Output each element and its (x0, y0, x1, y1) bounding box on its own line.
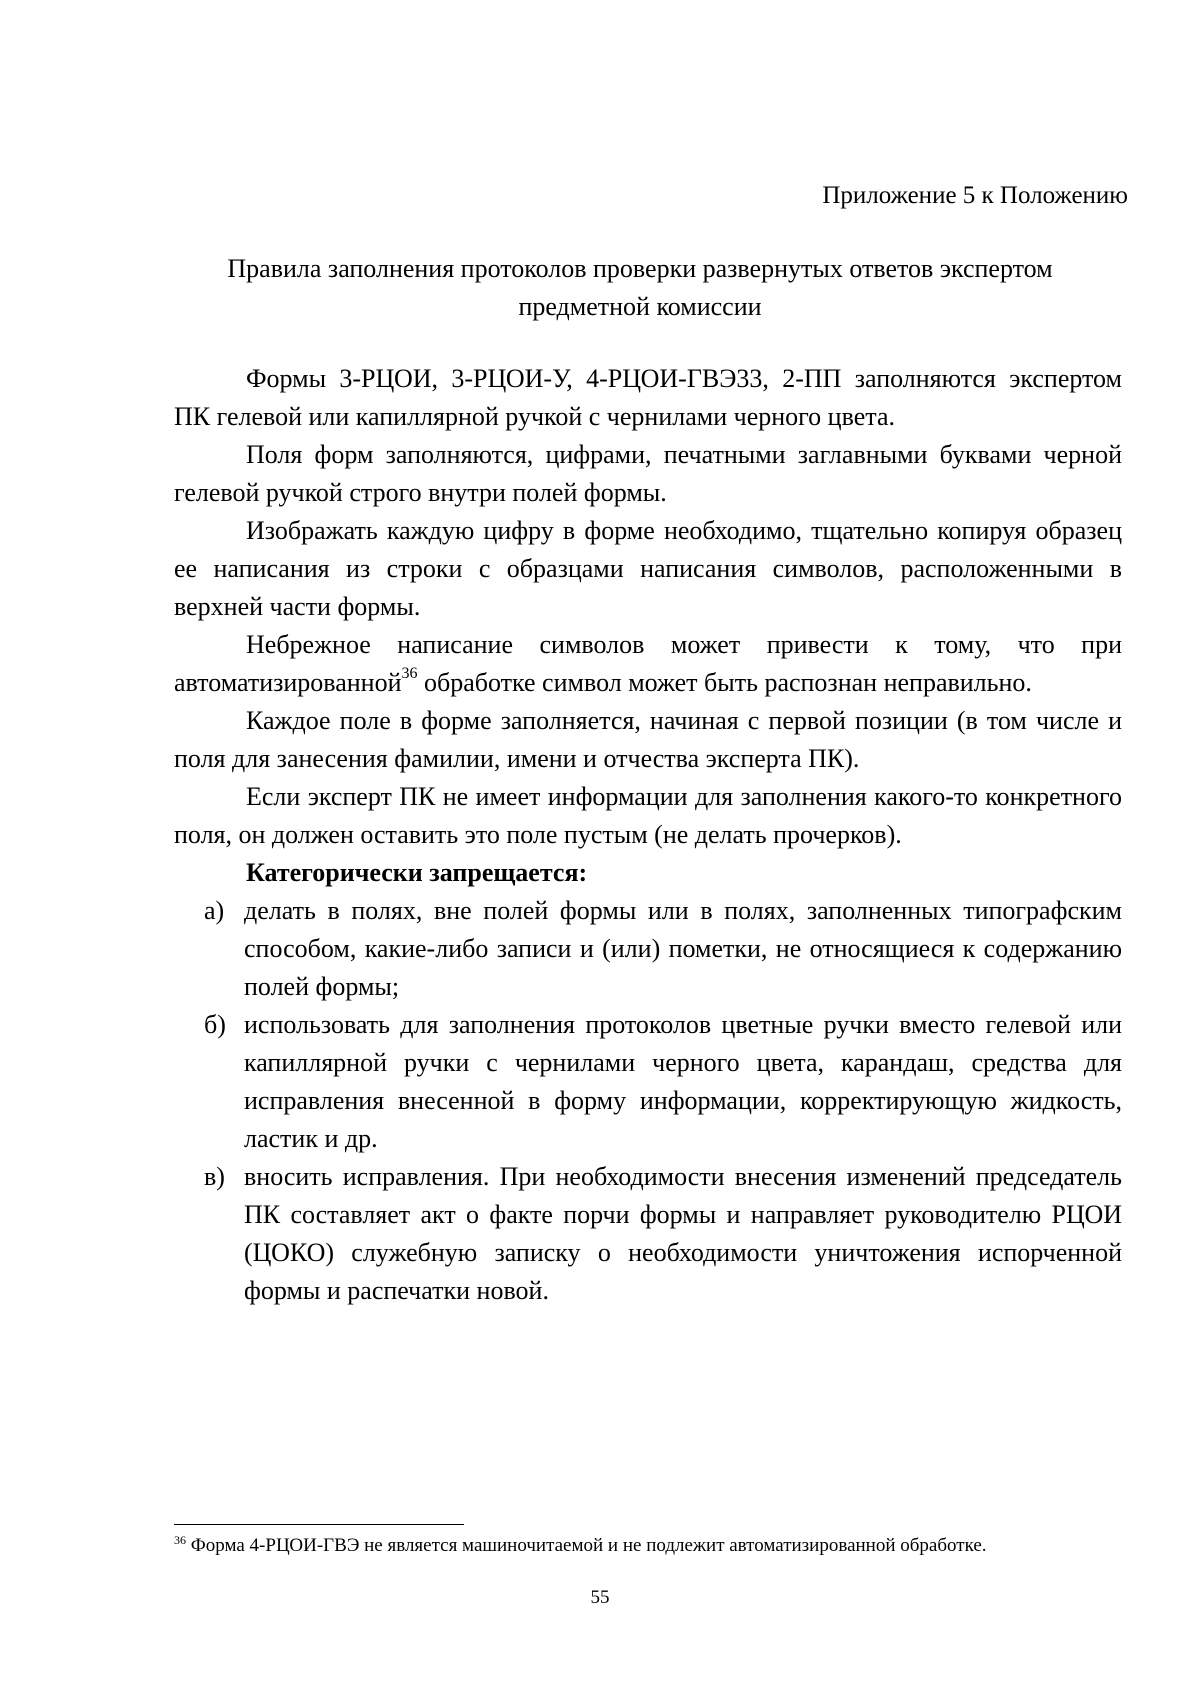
list-item (204, 892, 1122, 1006)
paragraph: Изображать каждую цифру в форме необходимо, тщательно копируя образец ее написания из строки с образцами написания символов, расположенными в верхней части формы. (174, 516, 1122, 621)
list-marker: в) (204, 1162, 225, 1191)
document-title (160, 250, 1120, 326)
list-marker: а) (204, 896, 225, 925)
paragraph-text: обработке символ может быть распознан неправильно. (417, 668, 1032, 697)
paragraph: Поля форм заполняются, цифрами, печатными заглавными буквами черной гелевой ручкой строго внутри полей формы. (174, 440, 1122, 507)
footnote-divider (174, 1524, 464, 1525)
document-body (174, 360, 1122, 1310)
list-item-text: вносить исправления. При необходимости внесения изменений председатель ПК составляет акт о факте порчи формы и направляет руководителю РЦОИ (ЦОКО) служебную записку о необходимости уничтожения испорченной формы и распечатки новой. (244, 1162, 1122, 1305)
title-line-2: предметной комиссии (518, 292, 762, 321)
footnote-reference: 36 (401, 665, 418, 683)
paragraph-text: Небрежное написание символов может привести к тому, что при автоматизированной (174, 630, 1122, 697)
list-item-text: делать в полях, вне полей формы или в полях, заполненных типографским способом, какие-либо записи и (или) пометки, не относящиеся к содержанию полей формы; (244, 896, 1122, 1001)
footnote-number: 36 (174, 1532, 186, 1547)
appendix-label: Приложение 5 к Положению (822, 182, 1128, 209)
list-marker: б) (204, 1010, 226, 1039)
page-number: 55 (590, 1587, 610, 1608)
paragraph: Формы 3-РЦОИ, 3-РЦОИ-У, 4-РЦОИ-ГВЭ33, 2-ПП заполняются экспертом ПК гелевой или капиллярной ручкой с чернилами черного цвета. (174, 364, 1122, 431)
footnote (174, 1534, 1122, 1558)
list-item (204, 1006, 1122, 1158)
paragraph: Если эксперт ПК не имеет информации для заполнения какого-то конкретного поля, он должен оставить это поле пустым (не делать прочерков). (174, 782, 1122, 849)
list-item-text: использовать для заполнения протоколов цветные ручки вместо гелевой или капиллярной ручки с чернилами черного цвета, карандаш, средства для исправления внесенной в форму информации, корректирующую жидкость, ластик и др. (244, 1010, 1122, 1153)
list-item (204, 1158, 1122, 1310)
paragraph: Каждое поле в форме заполняется, начиная с первой позиции (в том числе и поля для занесения фамилии, имени и отчества эксперта ПК). (174, 706, 1122, 773)
title-line-1: Правила заполнения протоколов проверки развернутых ответов экспертом (227, 254, 1053, 283)
prohibited-heading: Категорически запрещается: (246, 858, 588, 887)
footnote-text: Форма 4-РЦОИ-ГВЭ не является машиночитаемой и не подлежит автоматизированной обработке. (186, 1535, 987, 1556)
paragraph-with-footnote (174, 626, 1122, 702)
prohibited-list (174, 892, 1122, 1310)
